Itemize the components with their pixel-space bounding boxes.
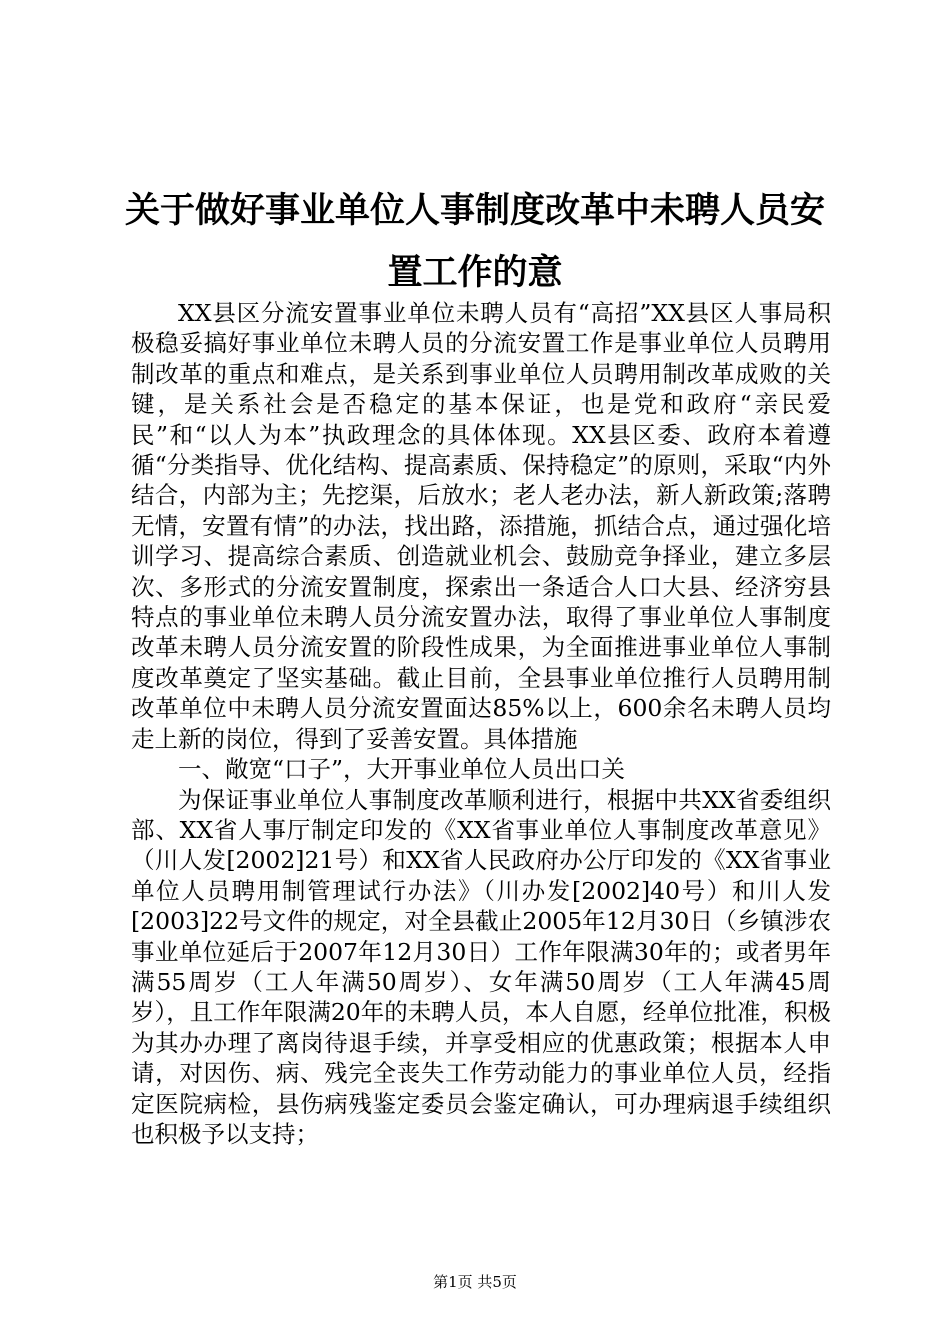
- page-number-footer: 第1页 共5页: [433, 1273, 517, 1291]
- document-title: 关于做好事业单位人事制度改革中未聘人员安置工作的意: [124, 191, 825, 293]
- paragraph-policy: 为保证事业单位人事制度改革顺利进行，根据中共XX省委组织部、XX省人事厅制定印发的《XX省事业单位人事制度改革意见》（川人发[2002]21号）和XX省人民政府办公厅印发的《XX省事业单位人员聘用制管理试行办法》（川办发[2002]40号）和川人发[2003]22号文件的规定，对全县截止2005年12月30日（乡镇涉农事业单位延后于2007年12月30日）工作年限满30年的；或者男年满55周岁（工人年满50周岁）、女年满50周岁（工人年满45周岁），且工作年限满20年的未聘人员，本人自愿，经单位批准，积极为其办办理了离岗待退手续，并享受相应的优惠政策；根据本人申请，对因伤、病、残完全丧失工作劳动能力的事业单位人员，经指定医院病检，县伤病残鉴定委员会鉴定确认，可办理病退手续组织也积极予以支持；: [131, 785, 831, 1148]
- document-body: [131, 298, 831, 1149]
- paragraph-intro: XX县区分流安置事业单位未聘人员有“高招”XX县区人事局积极稳妥搞好事业单位未聘人员的分流安置工作是事业单位人员聘用制改革的重点和难点，是关系到事业单位人员聘用制改革成败的关键，是关系社会是否稳定的基本保证，也是党和政府“亲民爱民”和“以人为本”执政理念的具体体现。XX县区委、政府本着遵循“分类指导、优化结构、提高素质、保持稳定”的原则，采取“内外结合，内部为主；先挖渠，后放水；老人老办法，新人新政策;落聘无情，安置有情”的办法，找出路，添措施，抓结合点，通过强化培训学习、提高综合素质、创造就业机会、鼓励竞争择业，建立多层次、多形式的分流安置制度，探索出一条适合人口大县、经济穷县特点的事业单位未聘人员分流安置办法，取得了事业单位人事制度改革未聘人员分流安置的阶段性成果，为全面推进事业单位人事制度改革奠定了坚实基础。截止目前，全县事业单位推行人员聘用制改革单位中未聘人员分流安置面达85%以上，600余名未聘人员均走上新的岗位，得到了妥善安置。具体措施: [131, 299, 831, 753]
- paragraph-section-heading: 一、敞宽“口子”，大开事业单位人员出口关: [178, 755, 626, 784]
